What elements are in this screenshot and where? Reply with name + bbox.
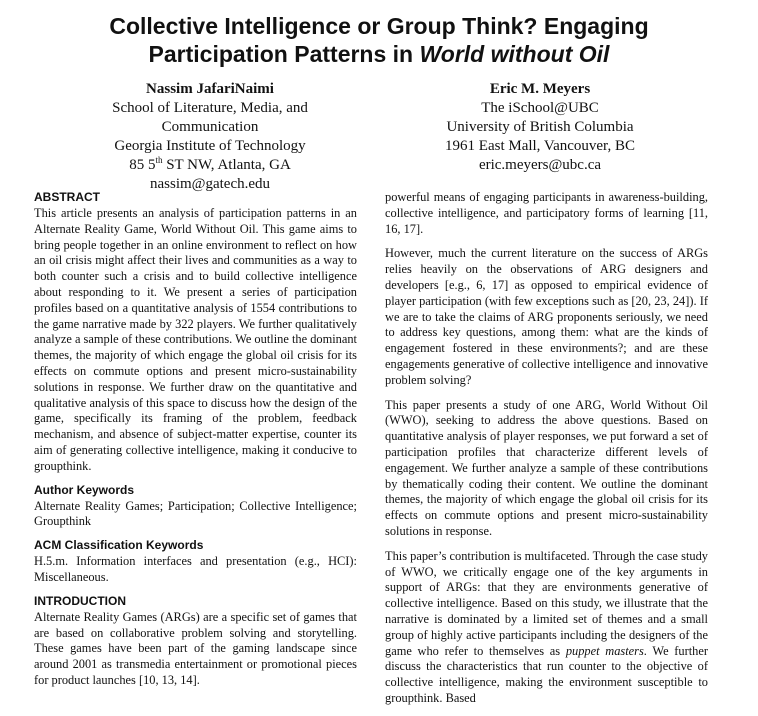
title-line-2-italic: World without Oil	[419, 41, 610, 67]
author-affiliation-line: The iSchool@UBC	[481, 100, 599, 116]
paragraph-part: This paper’s contribution is multifaceted. Through the case study of WWO, we critically engage one of the key arguments in support of ARGs: that they are environments generative of collective intelligence. Based on this study, we illustrate that the narrative is dominated by a limited set of themes and a small group of highly active participants including the designers of the game who refer to themselves as	[385, 548, 708, 658]
author-address	[60, 156, 360, 175]
introduction-heading: INTRODUCTION	[34, 593, 126, 608]
author-name: Eric M. Meyers	[489, 81, 591, 97]
title-line-1: Collective Intelligence or Group Think? Engaging	[109, 13, 649, 39]
author-email[interactable]: eric.meyers@ubc.ca	[478, 157, 602, 173]
body-paragraph	[385, 549, 708, 707]
body-paragraph: This paper presents a study of one ARG, World Without Oil (WWO), seeking to address the above questions. Based on quantitative analysis of player responses, we put forward a set of participation profiles that characterize different levels of engagement. We further analyze a sample of these contributions by thematically coding their content. We outline the dominant themes, the majority of which engage the global oil crisis for its effects on commute options and present micro-sustainability solutions in response.	[385, 397, 708, 538]
abstract-text: This article presents an analysis of participation patterns in an Alternate Reality Game, World Without Oil. This game aims to bring people together in an online environment to reflect on how an oil crisis might affect their lives and communities as a way to both counter such a crisis and to build collective intelligence about responding to it. We present a series of participation profiles based on a quantitative analysis of 1554 contributions to the game narrative made by 322 players. We further qualitatively analyze a sample of these contributions. We outline the dominant themes, the majority of which engage the global oil crisis for its effects on commute options and present micro-sustainability solutions in response. We further draw on the quantitative and qualitative analysis of this space to discuss how the design of the game, specifically its framing of the problem, feedback mechanism, and absence of subject-matter expertise, counter its aim of generating collective intelligence, making it conducive to groupthink.	[34, 206, 357, 473]
title-line-2-plain: Participation Patterns in	[148, 41, 420, 67]
paper-title	[0, 12, 758, 68]
body-paragraph: However, much the current literature on the success of ARGs relies heavily on the observations of ARG designers and developers [e.g., 6, 17] as opposed to empirical evidence of player participation (with few exceptions such as [20, 23, 24]). If we are to take the claims of ARG proponents seriously, we need to address key questions, among them: what are the kinds of engagement fostered in these environments?; and are these engagements generative of collective intelligence and innovative problem solving?	[385, 246, 708, 387]
author-name: Nassim JafariNaimi	[146, 81, 274, 97]
address-part: 85 5	[129, 157, 156, 173]
address-sup: th	[155, 155, 163, 165]
introduction-text: Alternate Reality Games (ARGs) are a specific set of games that are based on collaborative problem solving and storytelling. These games have been part of the gaming landscape since around 2001 as transmedia entertainment or promotional pieces for product launches [10, 13, 14].	[34, 609, 357, 687]
author-keywords-text: Alternate Reality Games; Participation; Collective Intelligence; Groupthink	[34, 498, 357, 529]
author-affiliation-line: School of Literature, Media, and	[112, 100, 308, 116]
paragraph-italic: puppet masters	[565, 643, 644, 658]
author-block-2	[390, 80, 690, 175]
paragraph-part: . We further discuss the characteristics that run counter to the objective of collective intelligence, making the environment susceptible to groupthink. Based	[385, 643, 708, 705]
abstract-heading: ABSTRACT	[34, 190, 100, 204]
left-column	[34, 190, 357, 697]
acm-text: H.5.m. Information interfaces and presentation (e.g., HCI): Miscellaneous.	[34, 554, 357, 584]
author-keywords-heading: Author Keywords	[34, 482, 135, 497]
title-line-2	[0, 40, 758, 68]
author-email[interactable]: nassim@gatech.edu	[149, 176, 271, 192]
author-block-1	[60, 80, 360, 194]
author-affiliation-line: Communication	[161, 119, 259, 135]
address-part: ST NW, Atlanta, GA	[162, 157, 291, 173]
author-affiliation-line: 1961 East Mall, Vancouver, BC	[445, 138, 635, 154]
author-affiliation-line: Georgia Institute of Technology	[114, 138, 306, 154]
body-paragraph: powerful means of engaging participants in awareness-building, collective intelligence, and participatory forms of learning [11, 16, 17].	[385, 190, 708, 236]
acm-heading: ACM Classification Keywords	[34, 538, 204, 553]
author-affiliation-line: University of British Columbia	[446, 119, 634, 135]
right-column	[385, 190, 708, 716]
